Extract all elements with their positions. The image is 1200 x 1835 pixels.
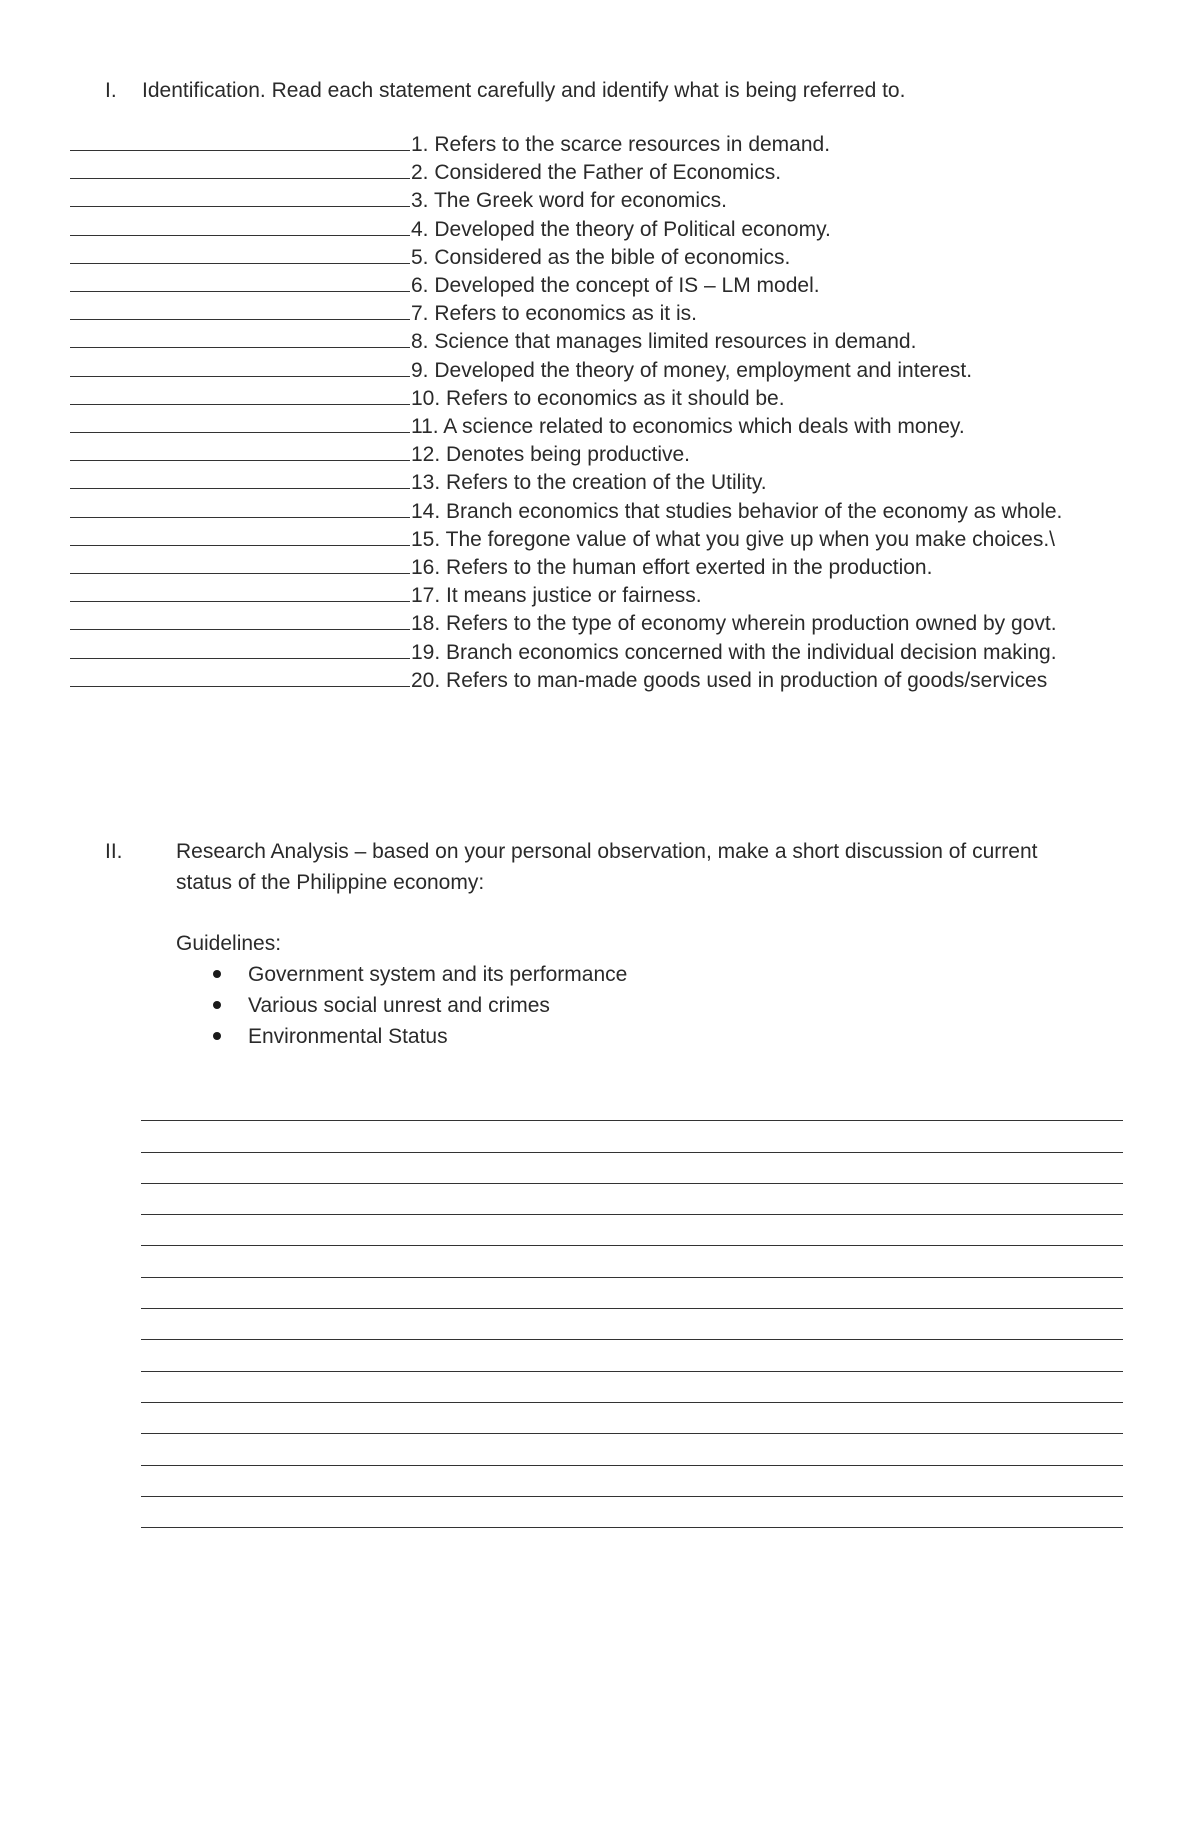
answer-line[interactable]: [141, 1497, 1123, 1528]
identification-item: [70, 186, 1130, 214]
guideline-item: [176, 990, 627, 1021]
answer-line[interactable]: [141, 1184, 1123, 1215]
item-text: 16. Refers to the human effort exerted in the production.: [411, 556, 933, 580]
answer-line[interactable]: [141, 1434, 1123, 1465]
answer-blank[interactable]: [70, 468, 410, 489]
item-text: 12. Denotes being productive.: [411, 443, 691, 467]
item-text: 7. Refers to economics as it is.: [411, 302, 697, 326]
item-text: 8. Science that manages limited resources in demand.: [411, 330, 917, 354]
identification-item: [70, 299, 1130, 327]
answer-line[interactable]: [141, 1121, 1123, 1152]
answer-blank[interactable]: [70, 158, 410, 179]
guideline-item: [176, 959, 627, 990]
item-text: 3. The Greek word for economics.: [411, 189, 727, 213]
section-1-instructions: Identification. Read each statement carefully and identify what is being referred to.: [142, 79, 906, 102]
identification-item: [70, 215, 1130, 243]
answer-blank[interactable]: [70, 666, 410, 687]
identification-item: [70, 158, 1130, 186]
item-text: 13. Refers to the creation of the Utility.: [411, 471, 767, 495]
answer-blank[interactable]: [70, 130, 410, 151]
answer-blank[interactable]: [70, 525, 410, 546]
answer-line[interactable]: [141, 1215, 1123, 1246]
item-text: 6. Developed the concept of IS – LM model.: [411, 274, 820, 298]
answer-blank[interactable]: [70, 327, 410, 348]
identification-items: [70, 130, 1130, 694]
answer-lines[interactable]: [141, 1090, 1123, 1528]
answer-line[interactable]: [141, 1090, 1123, 1121]
identification-item: [70, 356, 1130, 384]
answer-line[interactable]: [141, 1309, 1123, 1340]
identification-item: [70, 525, 1130, 553]
identification-item: [70, 243, 1130, 271]
identification-item: [70, 609, 1130, 637]
item-text: 9. Developed the theory of money, employment and interest.: [411, 358, 973, 382]
guideline-item: [176, 1021, 627, 1052]
identification-item: [70, 384, 1130, 412]
identification-item: [70, 130, 1130, 158]
answer-line[interactable]: [141, 1466, 1123, 1497]
identification-item: [70, 327, 1130, 355]
guideline-text: Various social unrest and crimes: [248, 994, 550, 1017]
answer-blank[interactable]: [70, 356, 410, 377]
guidelines-label: Guidelines:: [176, 932, 282, 955]
bullet-icon: [213, 1001, 221, 1009]
answer-blank[interactable]: [70, 299, 410, 320]
answer-line[interactable]: [141, 1153, 1123, 1184]
item-text: 20. Refers to man-made goods used in production of goods/services: [411, 668, 1048, 692]
identification-item: [70, 468, 1130, 496]
answer-blank[interactable]: [70, 215, 410, 236]
item-text: 15. The foregone value of what you give up when you make choices.\: [411, 527, 1056, 551]
bullet-icon: [213, 970, 221, 978]
section-2-instructions: Research Analysis – based on your personal observation, make a short discussion of current status of the Philippine economy:: [176, 840, 1038, 894]
guideline-text: Government system and its performance: [248, 963, 628, 986]
answer-blank[interactable]: [70, 553, 410, 574]
identification-item: [70, 497, 1130, 525]
answer-blank[interactable]: [70, 581, 410, 602]
identification-item: [70, 638, 1130, 666]
answer-blank[interactable]: [70, 186, 410, 207]
answer-line[interactable]: [141, 1372, 1123, 1403]
section-1-number: I.: [105, 79, 117, 102]
answer-line[interactable]: [141, 1340, 1123, 1371]
answer-blank[interactable]: [70, 384, 410, 405]
item-text: 4. Developed the theory of Political economy.: [411, 217, 831, 241]
item-text: 5. Considered as the bible of economics.: [411, 245, 791, 269]
answer-line[interactable]: [141, 1278, 1123, 1309]
identification-item: [70, 581, 1130, 609]
identification-item: [70, 666, 1130, 694]
item-text: 18. Refers to the type of economy wherein production owned by govt.: [411, 612, 1057, 636]
item-text: 17. It means justice or fairness.: [411, 584, 702, 608]
answer-blank[interactable]: [70, 271, 410, 292]
item-text: 11. A science related to economics which deals with money.: [411, 415, 965, 439]
answer-blank[interactable]: [70, 609, 410, 630]
item-text: 19. Branch economics concerned with the individual decision making.: [411, 640, 1057, 664]
answer-blank[interactable]: [70, 243, 410, 264]
answer-blank[interactable]: [70, 412, 410, 433]
answer-blank[interactable]: [70, 638, 410, 659]
identification-item: [70, 440, 1130, 468]
item-text: 1. Refers to the scarce resources in demand.: [411, 133, 831, 156]
item-text: 10. Refers to economics as it should be.: [411, 386, 785, 410]
guideline-text: Environmental Status: [248, 1025, 448, 1048]
identification-item: [70, 271, 1130, 299]
guidelines-list: [176, 959, 627, 1052]
section-1-heading: [105, 78, 1145, 104]
answer-line[interactable]: [141, 1403, 1123, 1434]
item-text: 2. Considered the Father of Economics.: [411, 161, 782, 185]
answer-line[interactable]: [141, 1246, 1123, 1277]
identification-item: [70, 412, 1130, 440]
answer-blank[interactable]: [70, 440, 410, 461]
answer-blank[interactable]: [70, 497, 410, 518]
item-text: 14. Branch economics that studies behavior of the economy as whole.: [411, 499, 1063, 523]
section-2-number: II.: [105, 840, 123, 863]
bullet-icon: [213, 1032, 221, 1040]
identification-item: [70, 553, 1130, 581]
